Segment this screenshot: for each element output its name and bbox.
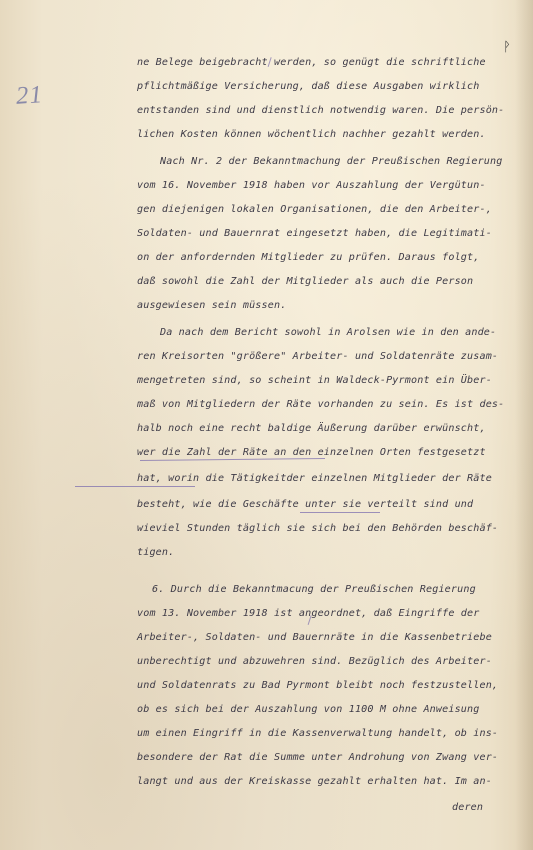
text-line: ren Kreisorten "größere" Arbeiter- und Soldatenräte zusam- [137,351,499,362]
text-line: deren [452,802,484,813]
text-line: lichen Kosten können wöchentlich nachher gezahlt werden. [137,129,486,140]
text-line: besteht, wie die Geschäfte unter sie verteilt sind und [137,499,474,510]
pencil-underline [300,512,380,513]
text-line: entstanden sind und dienstlich notwendig waren. Die persön- [137,105,505,116]
text-line: 6. Durch die Bekanntmacung der Preußischen Regierung [152,584,476,595]
text-line: tigen. [137,547,175,558]
text-line: pflichtmäßige Versicherung, daß diese Ausgaben wirklich [137,81,480,92]
text-line: vom 13. November 1918 ist angeordnet, daß Eingriffe der [137,608,480,619]
text-line: ausgewiesen sein müssen. [137,300,287,311]
text-line: hat, worin die Tätigkeitder einzelnen Mitglieder der Räte [137,473,492,484]
corner-mark: ᚹ [503,40,511,55]
text-line: halb noch eine recht baldige Äußerung darüber erwünscht, [137,423,486,434]
text-line: wieviel Stunden täglich sie sich bei den Behörden beschäf- [137,523,499,534]
text-line: Da nach dem Bericht sowohl in Arolsen wie in den ande- [160,327,497,338]
text-line: vom 16. November 1918 haben vor Auszahlung der Vergütun- [137,180,486,191]
text-line: besondere der Rat die Summe unter Androhung von Zwang ver- [137,752,499,763]
text-line: Nach Nr. 2 der Bekanntmachung der Preußischen Regierung [160,156,503,167]
text-line: ne Belege beigebracht werden, so genügt die schriftliche [137,57,486,68]
text-line: on der anfordernden Mitglieder zu prüfen. Daraus folgt, [137,252,480,263]
page-edge-shadow [515,0,533,850]
handwritten-page-number: 21 [15,81,44,110]
text-line: langt und aus der Kreiskasse gezahlt erhalten hat. Im an- [137,776,492,787]
text-line: Arbeiter-, Soldaten- und Bauernräte in die Kassenbetriebe [137,632,492,643]
text-line: Soldaten- und Bauernrat eingesetzt haben, die Legitimati- [137,228,492,239]
pencil-strike-line [75,486,195,487]
text-line: wer die Zahl der Räte an den einzelnen Orten festgesetzt [137,447,486,458]
text-line: ob es sich bei der Auszahlung von 1100 M ohne Anweisung [137,704,480,715]
text-line: um einen Eingriff in die Kassenverwaltung handelt, ob ins- [137,728,499,739]
text-line: und Soldatenrats zu Bad Pyrmont bleibt noch festzustellen, [137,680,499,691]
text-line: gen diejenigen lokalen Organisationen, die den Arbeiter-, [137,204,492,215]
text-line: unberechtigt und abzuwehren sind. Bezüglich des Arbeiter- [137,656,492,667]
text-line: mengetreten sind, so scheint in Waldeck-Pyrmont ein Über- [137,375,492,386]
text-line: maß von Mitgliedern der Räte vorhanden zu sein. Es ist des- [137,399,505,410]
text-line: daß sowohl die Zahl der Mitglieder als auch die Person [137,276,474,287]
